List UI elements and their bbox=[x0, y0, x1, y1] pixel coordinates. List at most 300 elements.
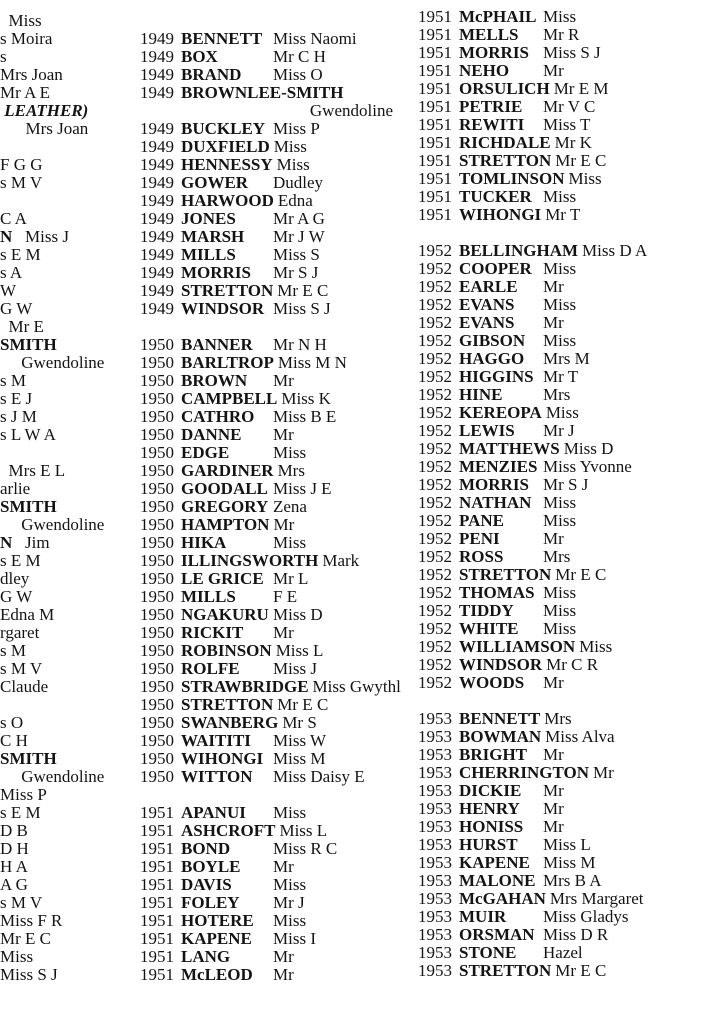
entry-surname: COOPER bbox=[459, 259, 532, 278]
blank-line bbox=[0, 192, 137, 210]
entry-given: Miss Yvonne bbox=[543, 457, 632, 476]
entry-surname: HARWOOD bbox=[181, 191, 274, 210]
entry-given: Miss L bbox=[279, 821, 328, 840]
entry-year: 1949 bbox=[140, 299, 174, 318]
entry-surname: GOODALL bbox=[181, 479, 268, 498]
fragment-text: Gwendoline bbox=[0, 353, 105, 372]
register-entry bbox=[418, 62, 722, 80]
entry-year: 1950 bbox=[140, 371, 174, 390]
entry-surname: TUCKER bbox=[459, 187, 532, 206]
entry-surname: MILLS bbox=[181, 587, 236, 606]
entry-surname: HENNESSY bbox=[181, 155, 273, 174]
entry-surname: NGAKURU bbox=[181, 605, 269, 624]
entry-surname: CATHRO bbox=[181, 407, 255, 426]
entry-year: 1950 bbox=[140, 749, 174, 768]
register-entry bbox=[418, 134, 722, 152]
register-entry bbox=[418, 836, 722, 854]
entry-year: 1953 bbox=[418, 961, 452, 980]
cropped-text-fragment bbox=[0, 966, 137, 984]
register-entry bbox=[418, 602, 722, 620]
register-entry bbox=[418, 890, 722, 908]
cropped-text-fragment bbox=[0, 768, 137, 786]
cropped-text-fragment bbox=[0, 174, 137, 192]
entry-given: Miss D bbox=[563, 439, 614, 458]
entry-surname: ILLINGSWORTH bbox=[181, 551, 319, 570]
entry-year: 1949 bbox=[140, 227, 174, 246]
register-entry bbox=[418, 620, 722, 638]
fragment-text: s E M bbox=[0, 803, 41, 822]
entry-year: 1949 bbox=[140, 137, 174, 156]
register-entry bbox=[418, 854, 722, 872]
entry-given: Miss bbox=[273, 443, 307, 462]
entry-year: 1952 bbox=[418, 493, 452, 512]
entry-given: Miss bbox=[543, 331, 577, 350]
cropped-text-fragment bbox=[0, 84, 137, 102]
entry-given: Miss Gwythl bbox=[312, 677, 401, 696]
register-entry bbox=[418, 908, 722, 926]
entry-given: Mr bbox=[273, 947, 294, 966]
cropped-text-fragment bbox=[0, 678, 137, 696]
entry-surname: WINDSOR bbox=[181, 299, 265, 318]
entry-surname: LANG bbox=[181, 947, 231, 966]
entry-surname: PETRIE bbox=[459, 97, 523, 116]
entry-given: Mr S J bbox=[273, 263, 319, 282]
entry-surname: EVANS bbox=[459, 313, 515, 332]
entry-given: Zena bbox=[273, 497, 307, 516]
entry-year: 1950 bbox=[140, 605, 174, 624]
entry-surname: GARDINER bbox=[181, 461, 274, 480]
entry-year: 1953 bbox=[418, 817, 452, 836]
fragment-text: s M bbox=[0, 371, 26, 390]
entry-given: Miss D bbox=[273, 605, 323, 624]
entry-given: Miss bbox=[273, 911, 307, 930]
entry-given: Miss bbox=[273, 137, 307, 156]
entry-surname: HURST bbox=[459, 835, 518, 854]
entry-surname: LEWIS bbox=[459, 421, 515, 440]
entry-surname: GIBSON bbox=[459, 331, 526, 350]
fragment-text: arlie bbox=[0, 479, 31, 498]
entry-given: Mr bbox=[543, 529, 564, 548]
entry-year: 1950 bbox=[140, 353, 174, 372]
register-entry bbox=[418, 458, 722, 476]
entry-given: Miss R C bbox=[273, 839, 338, 858]
entry-year: 1952 bbox=[418, 637, 452, 656]
entry-given: Mark bbox=[322, 551, 360, 570]
entry-surname: WOODS bbox=[459, 673, 525, 692]
entry-given: Miss L bbox=[543, 835, 591, 854]
register-entry bbox=[140, 768, 419, 786]
register-entry bbox=[140, 858, 419, 876]
entry-year: 1951 bbox=[418, 61, 452, 80]
entry-given: Miss J bbox=[273, 659, 317, 678]
entry-given: Mr C R bbox=[546, 655, 599, 674]
entry-given: Mr J bbox=[543, 421, 575, 440]
entry-surname: ASHCROFT bbox=[181, 821, 276, 840]
entry-given: Miss bbox=[543, 619, 577, 638]
entry-given: Mr bbox=[543, 745, 564, 764]
register-entry bbox=[140, 300, 419, 318]
register-entry bbox=[418, 278, 722, 296]
entry-year: 1950 bbox=[140, 587, 174, 606]
entry-year: 1950 bbox=[140, 713, 174, 732]
entry-surname: PANE bbox=[459, 511, 505, 530]
entry-given: Miss bbox=[543, 295, 577, 314]
entry-given: Mr bbox=[543, 817, 564, 836]
entry-year: 1950 bbox=[140, 425, 174, 444]
register-entry bbox=[418, 638, 722, 656]
entry-year: 1952 bbox=[418, 475, 452, 494]
entry-given: Mr E C bbox=[555, 151, 607, 170]
fragment-text: Mrs Joan bbox=[0, 119, 89, 138]
cropped-text-fragment bbox=[0, 66, 137, 84]
entry-year: 1951 bbox=[418, 43, 452, 62]
entry-surname: STRETTON bbox=[181, 695, 274, 714]
blank-line bbox=[0, 696, 137, 714]
entry-given: Miss J E bbox=[273, 479, 332, 498]
entry-surname: LE GRICE bbox=[181, 569, 264, 588]
entry-year: 1951 bbox=[140, 965, 174, 984]
cropped-text-fragment bbox=[0, 12, 137, 30]
entry-year: 1950 bbox=[140, 389, 174, 408]
register-entry bbox=[140, 660, 419, 678]
entry-given: Miss bbox=[543, 7, 577, 26]
register-entry bbox=[140, 894, 419, 912]
entry-surname: WAITITI bbox=[181, 731, 251, 750]
register-entry bbox=[140, 120, 419, 138]
entry-given: Mr bbox=[543, 799, 564, 818]
fragment-text: s M bbox=[0, 641, 26, 660]
entry-year: 1951 bbox=[418, 169, 452, 188]
entry-surname: MELLS bbox=[459, 25, 519, 44]
fragment-text: C A bbox=[0, 209, 27, 228]
entry-year: 1953 bbox=[418, 871, 452, 890]
register-entry bbox=[140, 552, 419, 570]
entry-given: Mr bbox=[273, 515, 295, 534]
entry-surname: WIHONGI bbox=[459, 205, 542, 224]
cropped-text-fragment bbox=[0, 264, 137, 282]
entry-given: Mrs B A bbox=[543, 871, 602, 890]
entry-given: Mr V C bbox=[543, 97, 596, 116]
entry-given: Mr N H bbox=[273, 335, 327, 354]
entry-given: Miss K bbox=[281, 389, 331, 408]
register-entry bbox=[418, 386, 722, 404]
entry-given: Miss W bbox=[273, 731, 327, 750]
entry-given: Mrs bbox=[277, 461, 305, 480]
entry-surname: BARLTROP bbox=[181, 353, 274, 372]
entry-given-continuation bbox=[140, 102, 419, 120]
register-entry bbox=[140, 156, 419, 174]
cropped-text-fragment bbox=[0, 714, 137, 732]
fragment-text: Miss P bbox=[0, 785, 47, 804]
entry-year: 1951 bbox=[418, 151, 452, 170]
entry-surname: ORSULICH bbox=[459, 79, 550, 98]
register-entry bbox=[418, 548, 722, 566]
entry-year: 1953 bbox=[418, 781, 452, 800]
register-entry bbox=[140, 228, 419, 246]
cropped-text-fragment bbox=[0, 930, 137, 948]
fragment-text: G W bbox=[0, 299, 33, 318]
entry-year: 1949 bbox=[140, 155, 174, 174]
entry-given: Miss bbox=[545, 403, 579, 422]
entry-year: 1951 bbox=[140, 803, 174, 822]
fragment-text: Miss bbox=[0, 947, 34, 966]
entry-given: Miss bbox=[273, 875, 307, 894]
fragment-text: dley bbox=[0, 569, 30, 588]
register-entry bbox=[418, 782, 722, 800]
entry-given: Miss Naomi bbox=[273, 29, 357, 48]
register-entry bbox=[418, 350, 722, 368]
fragment-text: H A bbox=[0, 857, 28, 876]
register-entry bbox=[140, 732, 419, 750]
entry-year: 1952 bbox=[418, 655, 452, 674]
entry-year: 1950 bbox=[140, 515, 174, 534]
fragment-text: Miss F R bbox=[0, 911, 63, 930]
register-entry bbox=[140, 462, 419, 480]
entry-given: Mr bbox=[273, 857, 294, 876]
entry-surname: McPHAIL bbox=[459, 7, 537, 26]
entry-year: 1952 bbox=[418, 295, 452, 314]
register-entry bbox=[418, 242, 722, 260]
register-entry bbox=[418, 404, 722, 422]
register-entry bbox=[418, 746, 722, 764]
entry-given: Miss bbox=[273, 533, 307, 552]
register-entry bbox=[418, 422, 722, 440]
entry-given: Miss Alva bbox=[545, 727, 615, 746]
cropped-text-fragment bbox=[0, 822, 137, 840]
register-entry bbox=[140, 282, 419, 300]
entry-given: Miss P bbox=[273, 119, 320, 138]
cropped-text-fragment bbox=[0, 354, 137, 372]
entry-year: 1950 bbox=[140, 443, 174, 462]
entry-surname: GREGORY bbox=[181, 497, 269, 516]
register-entry bbox=[140, 840, 419, 858]
entry-year: 1949 bbox=[140, 65, 174, 84]
entry-surname: WHITE bbox=[459, 619, 519, 638]
entry-given: Mrs bbox=[543, 385, 571, 404]
entry-surname: MILLS bbox=[181, 245, 236, 264]
entry-year: 1952 bbox=[418, 385, 452, 404]
entry-given: Miss M bbox=[273, 749, 326, 768]
entry-year: 1950 bbox=[140, 461, 174, 480]
entry-year: 1952 bbox=[418, 277, 452, 296]
entry-surname: STRETTON bbox=[181, 281, 274, 300]
entry-year: 1951 bbox=[140, 893, 174, 912]
register-entry bbox=[418, 314, 722, 332]
entry-year: 1949 bbox=[140, 245, 174, 264]
entry-surname: BROWN bbox=[181, 371, 248, 390]
register-entry bbox=[418, 512, 722, 530]
register-entry bbox=[140, 66, 419, 84]
fragment-text: Claude bbox=[0, 677, 49, 696]
entry-given: Mr E C bbox=[277, 281, 329, 300]
register-entry bbox=[418, 116, 722, 134]
entry-given: Edna bbox=[277, 191, 313, 210]
entry-year: 1950 bbox=[140, 335, 174, 354]
entry-year: 1952 bbox=[418, 547, 452, 566]
register-entry bbox=[140, 264, 419, 282]
entry-given: Miss D A bbox=[582, 241, 648, 260]
entry-year: 1949 bbox=[140, 263, 174, 282]
entry-year: 1950 bbox=[140, 551, 174, 570]
register-entry bbox=[140, 948, 419, 966]
entry-surname: MALONE bbox=[459, 871, 536, 890]
entry-year: 1951 bbox=[418, 187, 452, 206]
entry-year: 1951 bbox=[140, 875, 174, 894]
register-entry bbox=[418, 26, 722, 44]
cropped-text-fragment bbox=[0, 606, 137, 624]
entry-year: 1950 bbox=[140, 623, 174, 642]
entry-year: 1951 bbox=[418, 205, 452, 224]
cropped-text-fragment bbox=[0, 390, 137, 408]
register-entry bbox=[418, 728, 722, 746]
entry-surname: BOWMAN bbox=[459, 727, 542, 746]
register-entry bbox=[140, 714, 419, 732]
register-entry bbox=[140, 678, 419, 696]
register-entry bbox=[418, 584, 722, 602]
register-entry bbox=[140, 390, 419, 408]
register-entry bbox=[140, 336, 419, 354]
cropped-text-fragment bbox=[0, 120, 137, 138]
entry-surname: HONISS bbox=[459, 817, 524, 836]
cropped-text-fragment bbox=[0, 372, 137, 390]
entry-surname: CHERRINGTON bbox=[459, 763, 590, 782]
entry-surname: BROWNLEE-SMITH bbox=[181, 83, 344, 102]
register-entry bbox=[140, 30, 419, 48]
entry-surname: ROBINSON bbox=[181, 641, 272, 660]
cropped-text-fragment bbox=[0, 30, 137, 48]
entry-surname: MORRIS bbox=[181, 263, 251, 282]
blank-line bbox=[0, 138, 137, 156]
entry-surname: JONES bbox=[181, 209, 236, 228]
cropped-text-fragment bbox=[0, 876, 137, 894]
fragment-text: s E M bbox=[0, 245, 41, 264]
register-entry bbox=[140, 822, 419, 840]
blank-line bbox=[140, 318, 419, 336]
entry-year: 1951 bbox=[418, 133, 452, 152]
entry-year: 1952 bbox=[418, 511, 452, 530]
entry-year: 1953 bbox=[418, 835, 452, 854]
register-entry bbox=[140, 372, 419, 390]
entry-year: 1952 bbox=[418, 439, 452, 458]
entry-surname: STRETTON bbox=[459, 151, 552, 170]
register-entry bbox=[140, 876, 419, 894]
entry-year: 1952 bbox=[418, 331, 452, 350]
register-entry bbox=[140, 804, 419, 822]
entry-surname: MENZIES bbox=[459, 457, 538, 476]
entry-year: 1950 bbox=[140, 479, 174, 498]
entry-year: 1951 bbox=[140, 911, 174, 930]
entry-surname: RICKIT bbox=[181, 623, 244, 642]
cropped-text-fragment bbox=[0, 48, 137, 66]
entry-surname: HIGGINS bbox=[459, 367, 534, 386]
entry-year: 1952 bbox=[418, 313, 452, 332]
entry-given: Mrs bbox=[543, 547, 571, 566]
register-entry bbox=[140, 174, 419, 192]
fragment-text: rgaret bbox=[0, 623, 40, 642]
cropped-text-fragment bbox=[0, 534, 137, 552]
entry-year: 1952 bbox=[418, 457, 452, 476]
entry-year: 1952 bbox=[418, 421, 452, 440]
fragment-bold-part: SMITH bbox=[0, 497, 57, 516]
entry-surname: TOMLINSON bbox=[459, 169, 565, 188]
entry-given: Miss bbox=[543, 511, 577, 530]
entry-year: 1952 bbox=[418, 583, 452, 602]
register-entry bbox=[140, 480, 419, 498]
register-entry bbox=[418, 44, 722, 62]
register-entry bbox=[418, 530, 722, 548]
register-column-right bbox=[418, 8, 722, 980]
entry-given: Mr bbox=[273, 425, 294, 444]
register-entry bbox=[418, 296, 722, 314]
register-entry bbox=[418, 962, 722, 980]
entry-given: Miss L bbox=[275, 641, 324, 660]
entry-given: Miss M bbox=[543, 853, 596, 872]
entry-year: 1953 bbox=[418, 763, 452, 782]
entry-surname: BENNETT bbox=[459, 709, 541, 728]
entry-year: 1950 bbox=[140, 677, 174, 696]
entry-year: 1953 bbox=[418, 727, 452, 746]
cropped-text-fragment bbox=[0, 318, 137, 336]
entry-given: Miss bbox=[543, 583, 577, 602]
entry-given: Mr bbox=[543, 277, 564, 296]
entry-given: Mr S bbox=[282, 713, 317, 732]
entry-given: F E bbox=[273, 587, 298, 606]
fragment-text: G W bbox=[0, 587, 33, 606]
entry-surname: BELLINGHAM bbox=[459, 241, 579, 260]
entry-given: Miss bbox=[276, 155, 310, 174]
entry-given: Mr R bbox=[543, 25, 580, 44]
entry-surname: HAGGO bbox=[459, 349, 525, 368]
entry-year: 1953 bbox=[418, 853, 452, 872]
entry-year: 1952 bbox=[418, 349, 452, 368]
entry-year: 1949 bbox=[140, 281, 174, 300]
register-entry bbox=[140, 354, 419, 372]
entry-year: 1952 bbox=[418, 601, 452, 620]
entry-given: Mr bbox=[543, 781, 564, 800]
register-entry bbox=[140, 606, 419, 624]
cropped-text-fragment bbox=[0, 408, 137, 426]
entry-given: Mr bbox=[273, 623, 294, 642]
fragment-text: s L W A bbox=[0, 425, 56, 444]
register-entry bbox=[140, 912, 419, 930]
entry-year: 1951 bbox=[140, 857, 174, 876]
cropped-text-fragment bbox=[0, 426, 137, 444]
entry-surname: STONE bbox=[459, 943, 517, 962]
entry-surname: RICHDALE bbox=[459, 133, 551, 152]
cropped-text-fragment bbox=[0, 300, 137, 318]
register-entry bbox=[418, 170, 722, 188]
fragment-text: Jim bbox=[12, 533, 50, 552]
entry-given: Mr E C bbox=[555, 961, 607, 980]
register-entry bbox=[418, 494, 722, 512]
entry-year: 1950 bbox=[140, 569, 174, 588]
cropped-text-fragment bbox=[0, 858, 137, 876]
fragment-text: s M V bbox=[0, 173, 43, 192]
entry-year: 1952 bbox=[418, 619, 452, 638]
register-entry bbox=[140, 750, 419, 768]
entry-given: Mrs M bbox=[543, 349, 590, 368]
register-entry bbox=[140, 588, 419, 606]
entry-surname: HAMPTON bbox=[181, 515, 270, 534]
entry-given: Miss bbox=[273, 803, 307, 822]
fragment-text: Gwendoline bbox=[0, 515, 105, 534]
entry-year: 1952 bbox=[418, 673, 452, 692]
register-entry bbox=[418, 764, 722, 782]
entry-surname: BENNETT bbox=[181, 29, 263, 48]
entry-year: 1950 bbox=[140, 731, 174, 750]
entry-surname: WINDSOR bbox=[459, 655, 543, 674]
cropped-text-fragment bbox=[0, 228, 137, 246]
